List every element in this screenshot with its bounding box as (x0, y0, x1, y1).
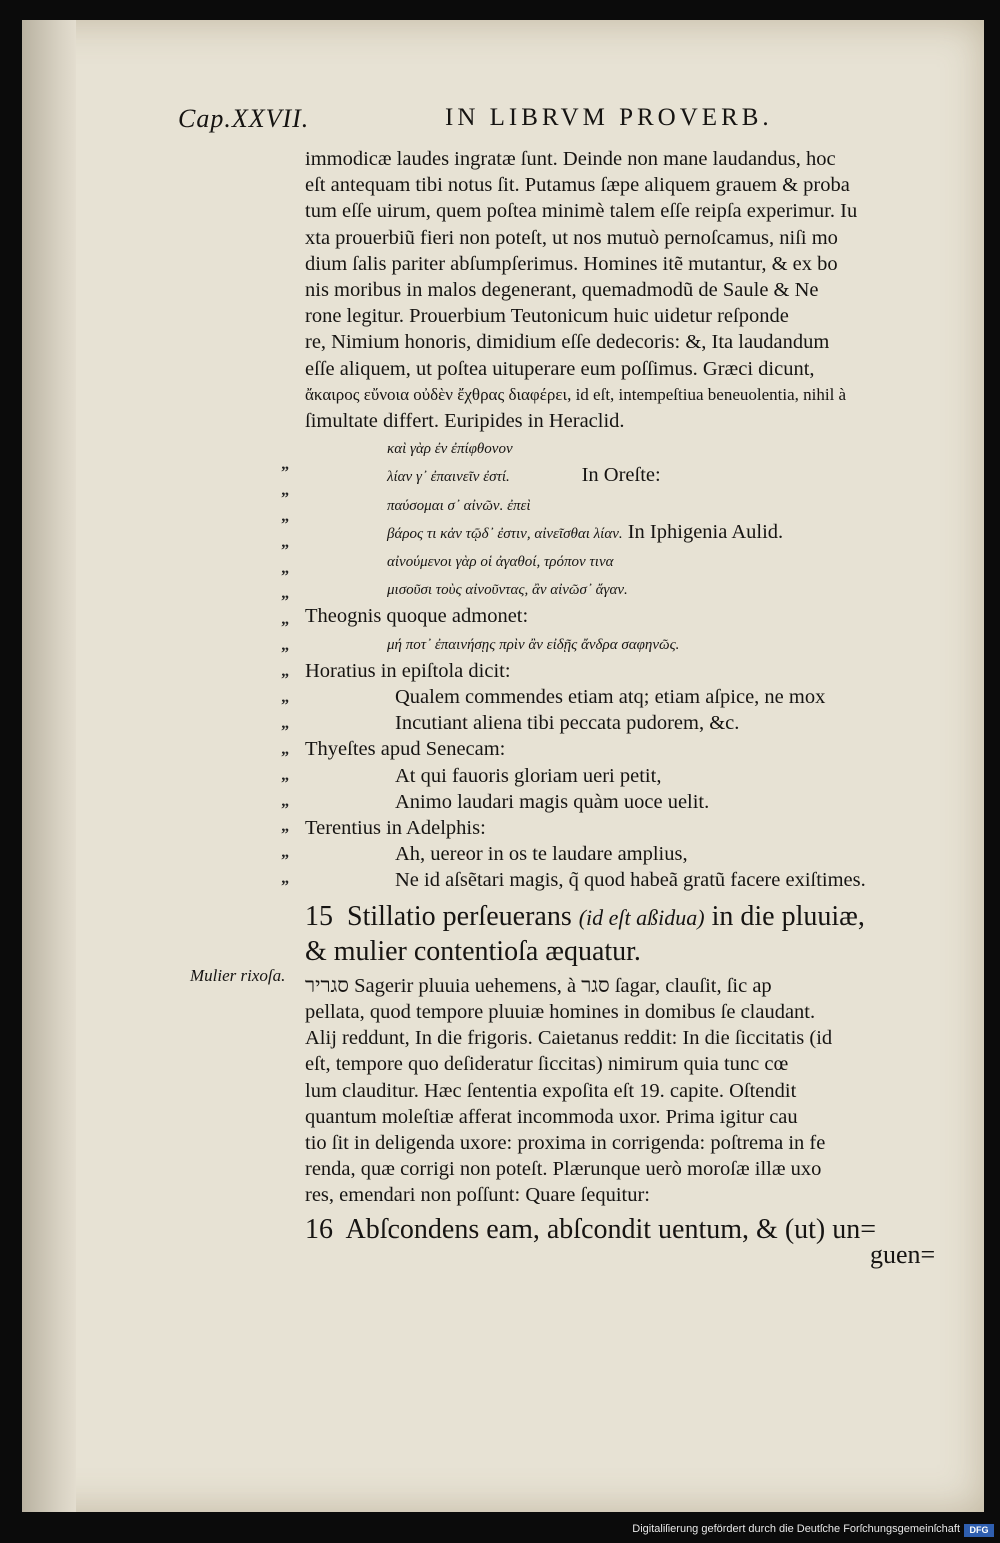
verse-gloss: (id eſt aßidua) (578, 904, 705, 930)
quote-mark: ” (281, 593, 289, 611)
seneca-intro: Thyeſtes apud Senecam: (305, 738, 506, 761)
quote-mark: ” (281, 489, 289, 507)
greek-verse (305, 547, 960, 575)
body-line: nis moribus in malos degenerant, quemadmodũ de Saule & Ne (305, 279, 819, 302)
body-line: eſt, tempore quo deſideratur ſiccitas) nimirum quia tunc cœ (305, 1053, 789, 1076)
main-text (305, 146, 960, 1247)
quotation-marks-column (281, 460, 289, 900)
euripides-greek-block (305, 434, 960, 603)
funding-credit: Digitaliſierung gefördert durch die Deutſche Forſchungsgemeinſchaft (632, 1523, 960, 1535)
body-line: pellata, quod tempore pluuiæ homines in domibus ſe claudant. (305, 1000, 816, 1023)
quote-mark: ” (281, 464, 289, 481)
body-line: xta prouerbiũ fieri non poteſt, ut nos mutuò pernoſcamus, niſi mo (305, 226, 838, 249)
body-line: lum clauditur. Hæc ſententia expoſita eſt 19. capite. Oſtendit (305, 1079, 797, 1102)
verse-15 (305, 900, 960, 969)
body-line: eſt antequam tibi notus ſit. Putamus ſæpe aliquem grauem & proba (305, 174, 850, 197)
body-line: res, emendari non poſſunt: Quare ſequitur: (305, 1184, 650, 1207)
body-line: tio ſit in deligenda uxore: proxima in corrigenda: poſtrema in fe (305, 1131, 826, 1154)
quote-mark: ” (281, 619, 289, 637)
theognis-greek (305, 630, 960, 658)
body-line: rone legitur. Prouerbium Teutonicum huic uidetur reſponde (305, 305, 789, 328)
verse-text: Stillatio perſeuerans (347, 900, 572, 932)
verse-line: Animo laudari magis quàm uoce uelit. (395, 790, 710, 813)
body-line: ἄκαιρος εὔνοια οὐδὲν ἔχθρας διαφέρει, id eſt, intempeſtiua beneuolentia, nihil à (305, 384, 847, 404)
quote-mark: ” (281, 515, 289, 533)
verse-line: At qui fauoris gloriam ueri petit, (395, 764, 662, 787)
verse-text: Abſcondens eam, abſcondit uentum, & (ut) un= (345, 1213, 877, 1245)
body-line: quantum moleſtiæ afferat incommoda uxor. Prima igitur cau (305, 1105, 798, 1128)
quote-mark: ” (281, 567, 289, 585)
body-line: eſſe aliquem, ut poſtea uituperare eum poſſimus. Græci dicunt, (305, 357, 815, 380)
quote-mark: ” (281, 800, 289, 818)
dfg-logo-icon: DFG (964, 1524, 994, 1537)
greek-text: βάρος τι κἀν τῷδ᾽ ἐστιν, αἰνεῖσθαι λίαν. (387, 525, 623, 542)
greek-text: καὶ γὰρ ἐν ἐπίφθονον (387, 441, 513, 458)
verse-line: Incutiant aliena tibi peccata pudorem, &c. (395, 712, 740, 735)
commentary-15 (305, 973, 960, 1209)
quote-mark: ” (281, 697, 289, 715)
marginal-note: Mulier rixoſa. (190, 966, 286, 985)
verse-line: Ah, uereor in os te laudare amplius, (395, 843, 688, 866)
body-line: ſimultate differt. Euripides in Heraclid. (305, 410, 625, 433)
source-note: In Oreſte: (581, 464, 661, 487)
verse-line: Qualem commendes etiam atq; etiam aſpice, ne mox (395, 686, 826, 709)
body-line: tum eſſe uirum, quem poſtea minimè talem eſſe reipſa experimur. Iu (305, 200, 858, 223)
quote-mark: ” (281, 748, 289, 766)
greek-text: μισοῦσι τοὺς αἰνοῦντας, ἂν αἰνῶσ᾽ ἄγαν. (387, 582, 628, 599)
footer-bar (0, 1513, 1000, 1543)
source-note: In Iphigenia Aulid. (627, 520, 784, 543)
greek-text: αἰνούμενοι γὰρ οἱ ἀγαθοί, τρόπον τινα (387, 554, 614, 571)
quote-mark: ” (281, 645, 289, 663)
greek-text: λίαν γ᾽ ἐπαινεῖν ἐστί. (387, 469, 510, 486)
verse-16 (305, 1213, 960, 1247)
quote-mark: ” (281, 541, 289, 559)
verse-text: in die pluuiæ, (711, 900, 865, 932)
body-line: immodicæ laudes ingratæ ſunt. Deinde non mane laudandus, hoc (305, 148, 836, 170)
body-line: dium ſalis pariter abſumpſerimus. Homines itẽ mutantur, & ex bo (305, 252, 838, 275)
greek-text: παύσομαι σ᾽ αἰνῶν. ἐπεὶ (387, 497, 531, 514)
greek-verse (305, 575, 960, 603)
running-head-chapter: Cap.XXVII. (178, 104, 310, 133)
page-edge (22, 20, 76, 1512)
body-line: סגריר Sagerir pluuia uehemens, à סגר ſagar, clauſit, ſic ap (305, 974, 772, 997)
running-head-title: IN LIBRVM PROVERB. (445, 104, 773, 131)
greek-verse (305, 462, 960, 490)
body-line: Alij reddunt, In die frigoris. Caietanus reddit: In die ſiccitatis (id (305, 1027, 833, 1050)
quote-mark: ” (281, 852, 289, 870)
verse-number: 15 (305, 900, 333, 932)
quote-mark: ” (281, 671, 289, 689)
verse-text: & mulier contentioſa æquatur. (305, 935, 641, 967)
verse-line: Ne id aſsẽtari magis, q̃ quod habeã gratũ facere exiſtimes. (395, 869, 866, 892)
quote-mark: ” (281, 722, 289, 740)
verse-number: 16 (305, 1213, 333, 1245)
catchword: guen= (870, 1240, 936, 1269)
greek-verse (305, 491, 960, 519)
quote-mark: ” (281, 826, 289, 844)
body-line: renda, quæ corrigi non poteſt. Plærunque uerò moroſæ illæ uxo (305, 1158, 822, 1181)
greek-verse (305, 434, 960, 462)
quote-mark: ” (281, 774, 289, 792)
theognis-intro: Theognis quoque admonet: (305, 605, 529, 628)
terentius-intro: Terentius in Adelphis: (305, 817, 486, 840)
greek-verse (305, 519, 960, 547)
greek-text: μή ποτ᾽ ἐπαινήσῃς πρὶν ἂν εἰδῇς ἄνδρα σαφηνῶς. (387, 636, 680, 653)
horatius-intro: Horatius in epiſtola dicit: (305, 659, 511, 682)
body-line: re, Nimium honoris, dimidium eſſe dedecoris: &, Ita laudandum (305, 331, 830, 354)
quote-mark: ” (281, 878, 289, 896)
